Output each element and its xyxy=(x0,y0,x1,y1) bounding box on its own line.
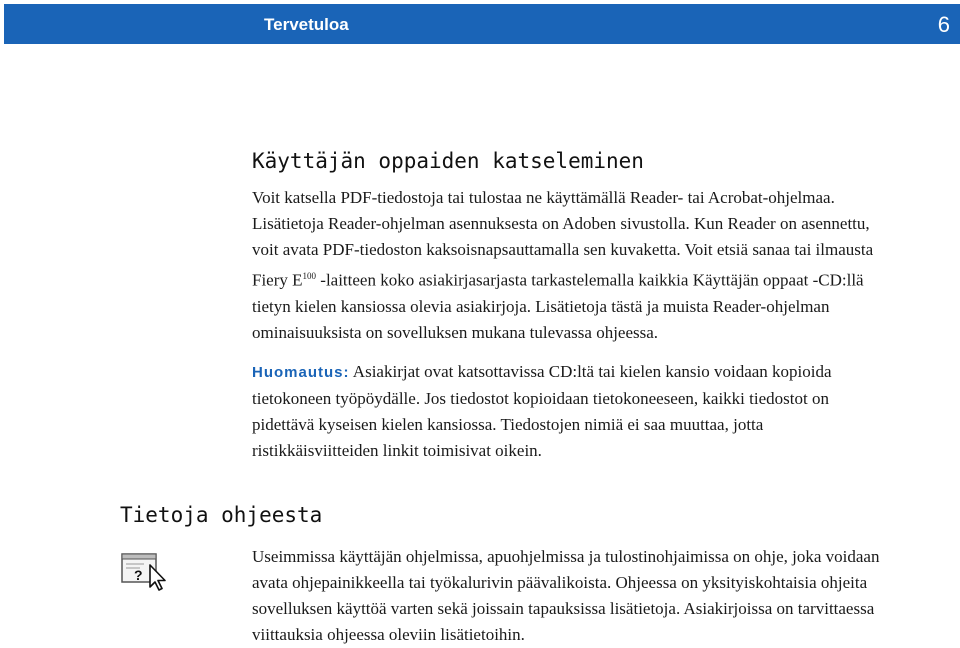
paragraph-line xyxy=(252,263,912,294)
note-paragraph xyxy=(252,359,912,464)
paragraph-line: ominaisuuksista on sovelluksen mukana tulevassa ohjeessa. xyxy=(252,322,659,342)
paragraph-line: tietyn kielen kansiossa olevia asiakirjoja. Lisätietoja tästä ja muista Reader-ohjelman xyxy=(252,296,830,316)
paragraph-line: sovelluksen käyttöä varten sekä joissain tapauksissa lisätietoja. Asiakirjoissa on tarvittaessa xyxy=(252,599,875,618)
header-title: Tervetuloa xyxy=(264,15,349,34)
svg-text:?: ? xyxy=(134,567,143,583)
section-heading-about-help: Tietoja ohjeesta xyxy=(120,503,323,527)
page-header-bar xyxy=(4,4,960,44)
paragraph-line: pidettävä kyseisen kielen kansiossa. Tiedostojen nimiä ei saa muuttaa, jotta xyxy=(252,415,764,434)
note-text: Asiakirjat ovat katsottavissa CD:ltä tai kielen kansio voidaan kopioida xyxy=(349,362,832,381)
paragraph-line: tietokoneen työpöydälle. Jos tiedostot kopioidaan tietokoneeseen, kaikki tiedostot on xyxy=(252,389,829,408)
paragraph-line: viittauksia ohjeessa oleviin lisätietoihin. xyxy=(252,625,525,644)
product-superscript: 100 xyxy=(302,271,317,281)
section-heading-viewing-guides: Käyttäjän oppaiden katseleminen xyxy=(252,149,644,173)
paragraph-line: avata ohjepainikkeella tai työkalurivin päävalikoista. Ohjeessa on yksityiskohtaisia ohjeita xyxy=(252,573,868,592)
paragraph-line xyxy=(252,359,912,386)
help-window-icon xyxy=(120,551,172,591)
paragraph-line: Voit katsella PDF-tiedostoja tai tulostaa ne käyttämällä Reader- tai Acrobat-ohjelmaa. xyxy=(252,188,835,207)
paragraph-line: Lisätietoja Reader-ohjelman asennuksesta on Adoben sivustolla. Kun Reader on asennettu, xyxy=(252,214,870,233)
note-label: Huomautus: xyxy=(252,364,350,381)
section2-paragraph xyxy=(252,544,912,648)
paragraph-text: -laitteen koko asiakirjasarjasta tarkastelemalla kaikkia Käyttäjän oppaat -CD:llä xyxy=(316,270,864,290)
paragraph-line: ristikkäisviitteiden linkit toimisivat oikein. xyxy=(252,441,542,460)
section1-paragraph xyxy=(252,185,912,346)
product-name: Fiery E xyxy=(252,270,303,290)
page-number: 6 xyxy=(937,12,950,37)
paragraph-line: voit avata PDF-tiedoston kaksoisnapsauttamalla sen kuvaketta. Voit etsiä sanaa tai ilmausta xyxy=(252,240,874,259)
paragraph-line: Useimmissa käyttäjän ohjelmissa, apuohjelmissa ja tulostinohjaimissa on ohje, joka voidaan xyxy=(252,547,880,566)
